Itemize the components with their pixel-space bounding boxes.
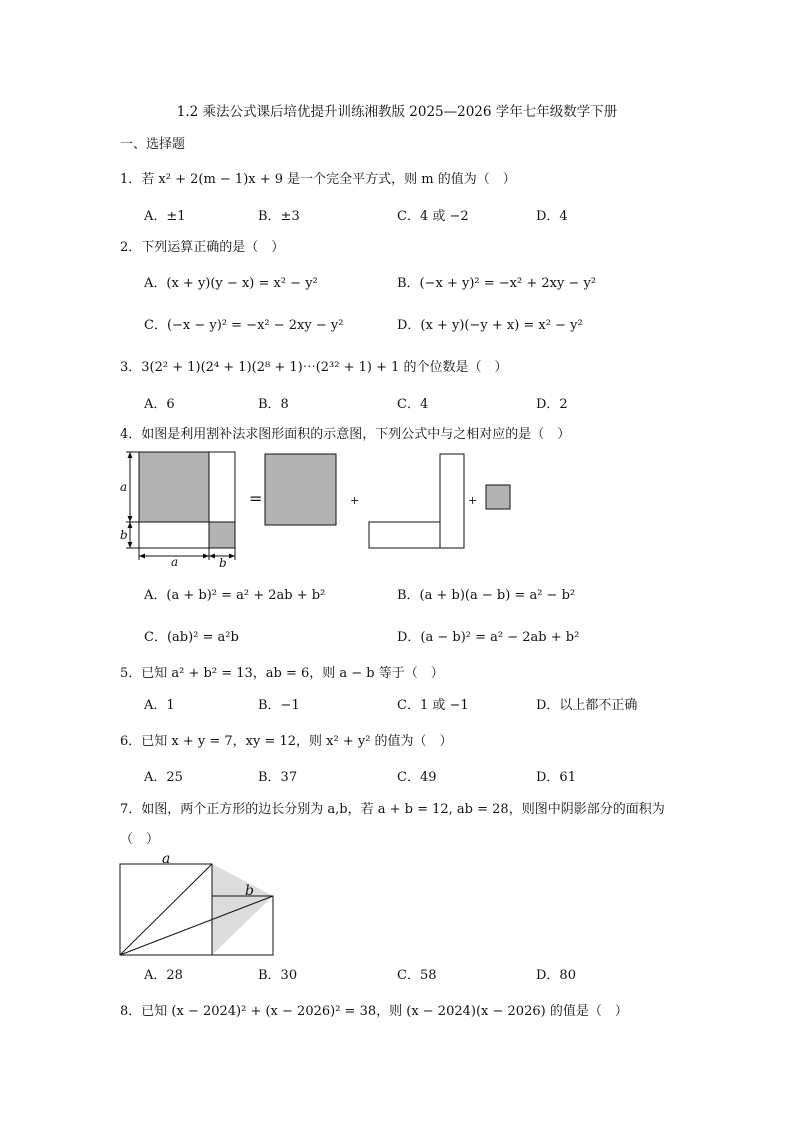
question-3-option-c[interactable]: C．4 (397, 397, 429, 412)
q4-label-a-bottom: a (171, 555, 179, 569)
question-6-option-b[interactable]: B．37 (258, 770, 298, 785)
question-3-option-b[interactable]: B．8 (258, 397, 289, 412)
q4-label-b-side: b (120, 528, 128, 542)
page-title: 1.2 乘法公式课后培优提升训练湘教版 2025—2026 学年七年级数学下册 (176, 104, 618, 120)
question-1-option-b[interactable]: B．±3 (258, 209, 300, 224)
question-4-option-b[interactable]: B．(a + b)(a − b) = a² − b² (397, 588, 576, 603)
question-7-stem: 7．如图，两个正方形的边长分别为 a,b，若 a + b = 12, ab = 28，则图中阴影部分的面积为 (120, 802, 665, 817)
q4-label-a-side: a (120, 480, 128, 494)
question-5-option-c[interactable]: C．1 或 −1 (397, 698, 469, 713)
question-1-option-a[interactable]: A．±1 (144, 209, 186, 224)
q4-rect-ab-horizontal (369, 522, 440, 548)
q7-label-b: b (245, 883, 254, 899)
question-4-stem: 4．如图是利用割补法求图形面积的示意图，下列公式中与之相对应的是（ ） (120, 427, 571, 442)
question-2-option-b[interactable]: B．(−x + y)² = −x² + 2xy − y² (397, 276, 597, 291)
question-1-option-d[interactable]: D．4 (536, 209, 568, 224)
question-4-figure (112, 446, 522, 570)
section-heading: 一、选择题 (120, 137, 186, 152)
question-7-option-a[interactable]: A．28 (144, 968, 183, 983)
question-7-stem-continued: （ ） (120, 832, 160, 847)
question-3-stem: 3．3(2² + 1)(2⁴ + 1)(2⁸ + 1)⋯(2³² + 1) + 1 的个位数是（ ） (120, 360, 508, 375)
question-2-option-c[interactable]: C．(−x − y)² = −x² − 2xy − y² (144, 318, 344, 333)
question-5-stem: 5．已知 a² + b² = 13，ab = 6，则 a − b 等于（ ） (120, 666, 444, 681)
question-3-option-a[interactable]: A．6 (144, 397, 175, 412)
q4-plus-sign-2: + (468, 494, 478, 507)
question-8-stem: 8．已知 (x − 2024)² + (x − 2026)² = 38，则 (x − 2024)(x − 2026) 的值是（ ） (120, 1004, 628, 1019)
question-7-option-d[interactable]: D．80 (536, 968, 576, 983)
question-1-stem: 1．若 x² + 2(m − 1)x + 9 是一个完全平方式，则 m 的值为（ ） (120, 172, 516, 187)
question-6-option-c[interactable]: C．49 (397, 770, 437, 785)
q4-equals-sign: = (249, 489, 263, 508)
q4-a-square (139, 452, 209, 522)
q4-label-b-bottom: b (219, 556, 227, 570)
question-7-figure (112, 850, 282, 960)
q4-square-a2 (265, 454, 336, 525)
q4-rect-ab-vertical (440, 454, 464, 548)
question-7-option-b[interactable]: B．30 (258, 968, 298, 983)
question-4-option-a[interactable]: A．(a + b)² = a² + 2ab + b² (144, 588, 326, 603)
question-6-option-a[interactable]: A．25 (144, 770, 183, 785)
q4-plus-sign-1: + (350, 494, 360, 507)
question-4-option-d[interactable]: D．(a − b)² = a² − 2ab + b² (397, 630, 580, 645)
question-1-option-c[interactable]: C．4 或 −2 (397, 209, 469, 224)
question-2-option-d[interactable]: D．(x + y)(−y + x) = x² − y² (397, 318, 583, 333)
question-2-option-a[interactable]: A．(x + y)(y − x) = x² − y² (144, 276, 318, 291)
q7-label-a: a (162, 851, 171, 867)
question-5-option-d[interactable]: D．以上都不正确 (536, 698, 638, 713)
question-7-option-c[interactable]: C．58 (397, 968, 437, 983)
question-4-option-c[interactable]: C．(ab)² = a²b (144, 630, 239, 645)
question-5-option-a[interactable]: A．1 (144, 698, 175, 713)
q4-square-b2 (486, 485, 510, 509)
question-2-stem: 2．下列运算正确的是（ ） (120, 240, 285, 255)
question-3-option-d[interactable]: D．2 (536, 397, 568, 412)
q4-b-square (209, 522, 235, 548)
q7-shaded-region (212, 864, 273, 955)
question-6-stem: 6．已知 x + y = 7，xy = 12，则 x² + y² 的值为（ ） (120, 734, 453, 749)
question-5-option-b[interactable]: B．−1 (258, 698, 300, 713)
question-6-option-d[interactable]: D．61 (536, 770, 576, 785)
